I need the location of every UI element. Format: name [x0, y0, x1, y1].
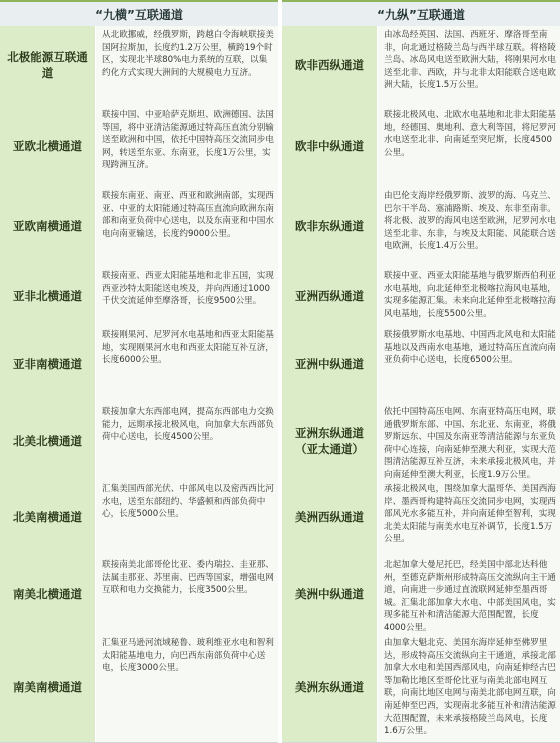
table-row	[282, 267, 560, 327]
corridor-name: 北极能源互联通道	[0, 26, 96, 106]
corridor-description: 联接中亚、西亚太阳能基地与俄罗斯西伯利亚水电基地，向北延伸至北极喀拉海风电基地，实现多能源汇集。未来向北延伸至北极喀拉海风电基地，长度5500公里。	[378, 267, 560, 326]
corridor-description: 联接加拿大东西部电网，提高东西部电力交换能力，远期承接北极风电，向加拿大东西部负荷中心送电，长度4500公里。	[96, 403, 278, 480]
corridor-description: 联接刚果河、尼罗河水电基地和西亚太阳能基地，实现刚果河水电和西亚太阳能互补互济，长度6000公里。	[96, 326, 278, 403]
table-row	[0, 267, 278, 327]
corridor-description: 承接北极风电，围绕加拿大温哥华、美国西海岸、墨西哥构建特高压交流同步电网，实现西部风光水多能互补，并向南延伸至智利，实现北美太阳能与南美水电互补调节，长度1.5万公里。	[378, 480, 560, 556]
table-row	[282, 634, 560, 743]
corridor-description: 联接北极风电、北欧水电基地和北非太阳能基地，经德国、奥地利、意大利等国，将尼罗河水电送至北非、向南延至突尼斯，长度4500公里。	[378, 106, 560, 187]
corridor-description: 联接南亚、西亚太阳能基地和北非五国，实现西亚沙特太阳能送电埃及，并向西通过1000千伏交流延伸至摩洛哥，长度9500公里。	[96, 267, 278, 326]
nine-horizontal-rows	[0, 26, 278, 742]
table-row	[0, 556, 278, 635]
corridor-name: 欧非西纵通道	[282, 26, 378, 106]
table-row	[0, 26, 278, 107]
corridor-name: 亚非北横通道	[0, 267, 96, 326]
table-row	[282, 480, 560, 557]
corridor-name: 北美北横通道	[0, 403, 96, 480]
nine-vertical-section	[282, 0, 560, 742]
corridor-description: 联接东南亚、南亚、西亚和欧洲南部，实现西亚、中亚的太阳能通过特高压直流向欧洲东南部和南亚负荷中心送电，以及东南亚和中国水电向南亚输送，长度约9000公里。	[96, 187, 278, 267]
corridor-name: 亚欧北横通道	[0, 106, 96, 187]
table-row	[282, 187, 560, 268]
nine-horizontal-section	[0, 0, 278, 742]
nine-vertical-rows	[282, 26, 560, 742]
corridor-description: 联接南美北部哥伦比亚、委内瑞拉、圭亚那、法属圭那亚、苏里南、巴西等国家，增强电网互联和电力交换能力，长度3500公里。	[96, 556, 278, 634]
table-row	[282, 556, 560, 635]
corridor-name: 亚欧南横通道	[0, 187, 96, 267]
table-row	[282, 326, 560, 404]
corridor-name: 亚洲中纵通道	[282, 326, 378, 403]
corridor-description: 由加拿大魁北克、美国东海岸延伸至佛罗里达，形成特高压交流纵向主干通道，承接北部加拿大水电和美国西部风电，向南延伸经古巴等加勒比地区至哥伦比亚与南美北部电网互联，向南比地区电网与南美北部电网互联，向南延伸至巴西，实现南北多能互补和清洁能源大范围配置，未来承接格陵兰岛风电，长度1.6万公里。	[378, 634, 560, 742]
corridor-description: 联接俄罗斯水电基地、中国西北风电和太阳能基地以及西南水电基地，通过特高压直流向南亚负荷中心送电，长度6500公里。	[378, 326, 560, 403]
table-row	[0, 480, 278, 557]
corridor-name: 亚非南横通道	[0, 326, 96, 403]
table-row	[0, 403, 278, 481]
table-row	[282, 106, 560, 188]
corridor-description: 汇集亚马逊河流域秘鲁、玻利维亚水电和智利太阳能基地电力，向巴西东南部负荷中心送电，长度3000公里。	[96, 634, 278, 742]
table-row	[282, 403, 560, 481]
table-row	[282, 26, 560, 107]
corridor-description: 由巴伦支海岸经俄罗斯、波罗的海、乌克兰、巴尔干半岛、塞浦路斯、埃及、东非至南非。将北极、波罗的海风电送至欧洲，尼罗河水电送至北非、东非，与埃及太阳能、风能联合送电欧洲，长度1.4万公里。	[378, 187, 560, 267]
corridor-name: 南美南横通道	[0, 634, 96, 742]
corridor-name: 美洲西纵通道	[282, 480, 378, 556]
corridor-name: 亚洲东纵通道（亚太通道）	[282, 403, 378, 480]
table-row	[0, 326, 278, 404]
corridor-name: 欧非东纵通道	[282, 187, 378, 267]
corridor-name: 亚洲西纵通道	[282, 267, 378, 326]
corridor-name: 南美北横通道	[0, 556, 96, 634]
corridor-description: 汇集美国西部光伏、中部风电以及密西西比河水电，送至东部纽约、华盛顿和西部负荷中心，长度5000公里。	[96, 480, 278, 556]
table-row	[0, 187, 278, 268]
corridor-description: 依托中国特高压电网、东南亚特高压电网，联通俄罗斯东部、中国、东北亚、东南亚，将俄罗斯远东、中国及东南亚等清洁能源与东亚负荷中心连接，向南延伸至澳大利亚，实现大范围清洁能源互补互济，未来承接北极风电，并向南延伸至澳大利亚，长度1.9万公里。	[378, 403, 560, 480]
nine-vertical-header: “九纵”互联通道	[282, 0, 560, 27]
corridor-description: 联接中国、中亚哈萨克斯坦、欧洲德国、法国等国，将中亚清洁能源通过特高压直流分别输送至欧洲和中国，依托中国特高压交流同步电网，转送至东亚、东南亚，长度1万公里，实现跨洲互济。	[96, 106, 278, 187]
corridor-description: 由冰岛经英国、法国、西班牙、摩洛哥至南非，向北通过格陵兰岛与西半球互联。将格陵兰岛、冰岛风电送至欧洲大陆，将刚果河水电送至北非、西欧，并与北非太阳能联合送电欧洲大陆，长度1.5万公里。	[378, 26, 560, 106]
nine-horizontal-header: “九横”互联通道	[0, 0, 278, 27]
table-row	[0, 634, 278, 743]
corridor-name: 欧非中纵通道	[282, 106, 378, 187]
corridor-description: 北起加拿大曼尼托巴，经美国中部北达科他州，至德克萨斯州形成特高压交流纵向主干通道，向南进一步通过直流联网延伸至墨西哥城。汇集北部加拿大水电、中部美国风电，实现多能互补和清洁能源大范围配置，长度4000公里。	[378, 556, 560, 634]
corridor-name: 北美南横通道	[0, 480, 96, 556]
corridor-name: 美洲东纵通道	[282, 634, 378, 742]
corridor-name: 美洲中纵通道	[282, 556, 378, 634]
table-row	[0, 106, 278, 188]
corridor-description: 从北欧挪威，经俄罗斯，跨越白令海峡联接美国阿拉斯加，长度约1.2万公里，横跨19个时区，实现北半球80%电力系统的互联，以集约化方式实现大洲间的大规模电力互济。	[96, 26, 278, 106]
